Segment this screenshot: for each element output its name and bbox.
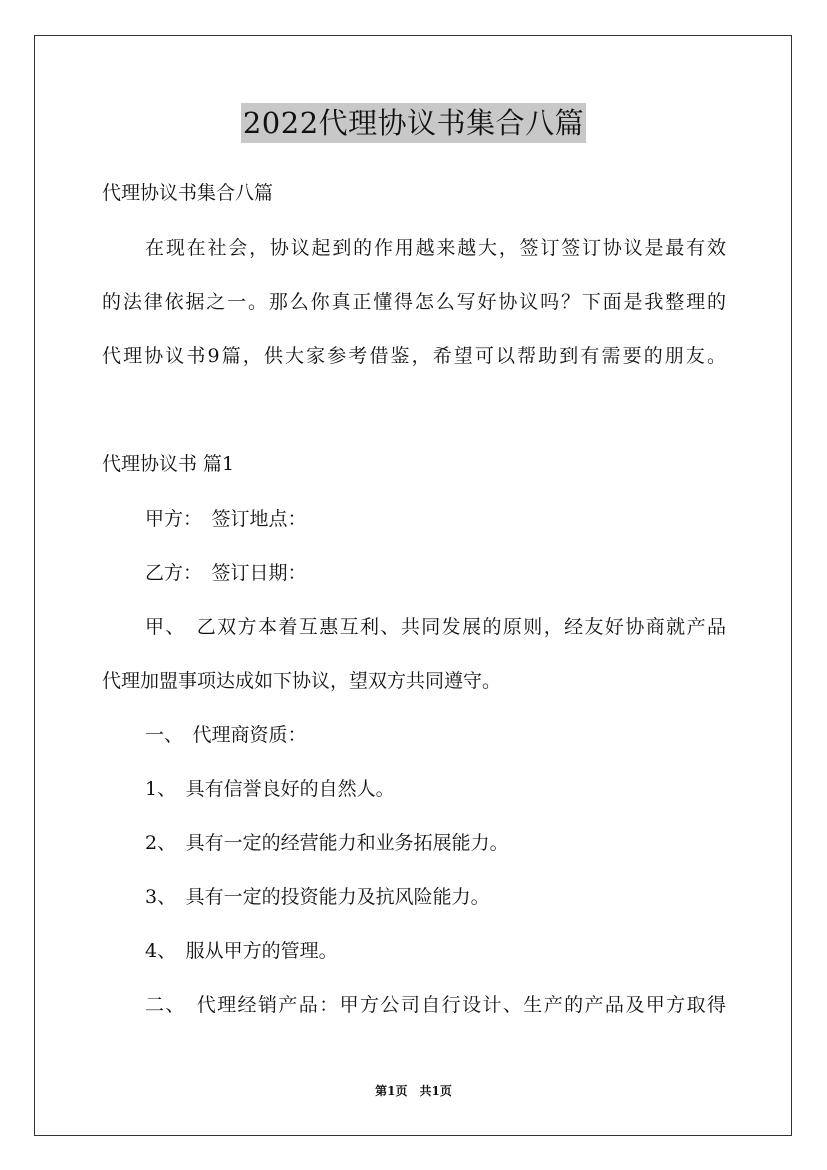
intro-line-2: 的法律依据之一。那么你真正懂得怎么写好协议吗？下面是我整理的 — [102, 291, 726, 313]
clause-1-item-4: 4、 服从甲方的管理。 — [145, 940, 338, 962]
intro-line-3: 代理协议书9篇，供大家参考借鉴，希望可以帮助到有需要的朋友。 — [102, 345, 726, 367]
party-a-line: 甲方： 签订地点： — [145, 508, 307, 530]
principle-line-1: 甲、 乙双方本着互惠互利、共同发展的原则，经友好协商就产品 — [145, 616, 726, 638]
intro-line-1: 在现在社会，协议起到的作用越来越大，签订签订协议是最有效 — [145, 237, 726, 259]
section-heading: 代理协议书 篇1 — [102, 453, 235, 475]
principle-line-2: 代理加盟事项达成如下协议，望双方共同遵守。 — [102, 670, 502, 692]
clause-1-item-2: 2、 具有一定的经营能力和业务拓展能力。 — [145, 832, 509, 854]
clause-2-start: 二、 代理经销产品：甲方公司自行设计、生产的产品及甲方取得 — [145, 994, 726, 1016]
document-subtitle: 代理协议书集合八篇 — [102, 182, 274, 204]
title-container — [0, 103, 827, 143]
page-footer: 第1页 共1页 — [375, 1084, 452, 1098]
clause-1-heading: 一、 代理商资质： — [145, 724, 307, 746]
document-title: 2022代理协议书集合八篇 — [241, 103, 586, 143]
clause-1-item-1: 1、 具有信誉良好的自然人。 — [145, 778, 395, 800]
party-b-line: 乙方： 签订日期： — [145, 562, 307, 584]
clause-1-item-3: 3、 具有一定的投资能力及抗风险能力。 — [145, 886, 490, 908]
